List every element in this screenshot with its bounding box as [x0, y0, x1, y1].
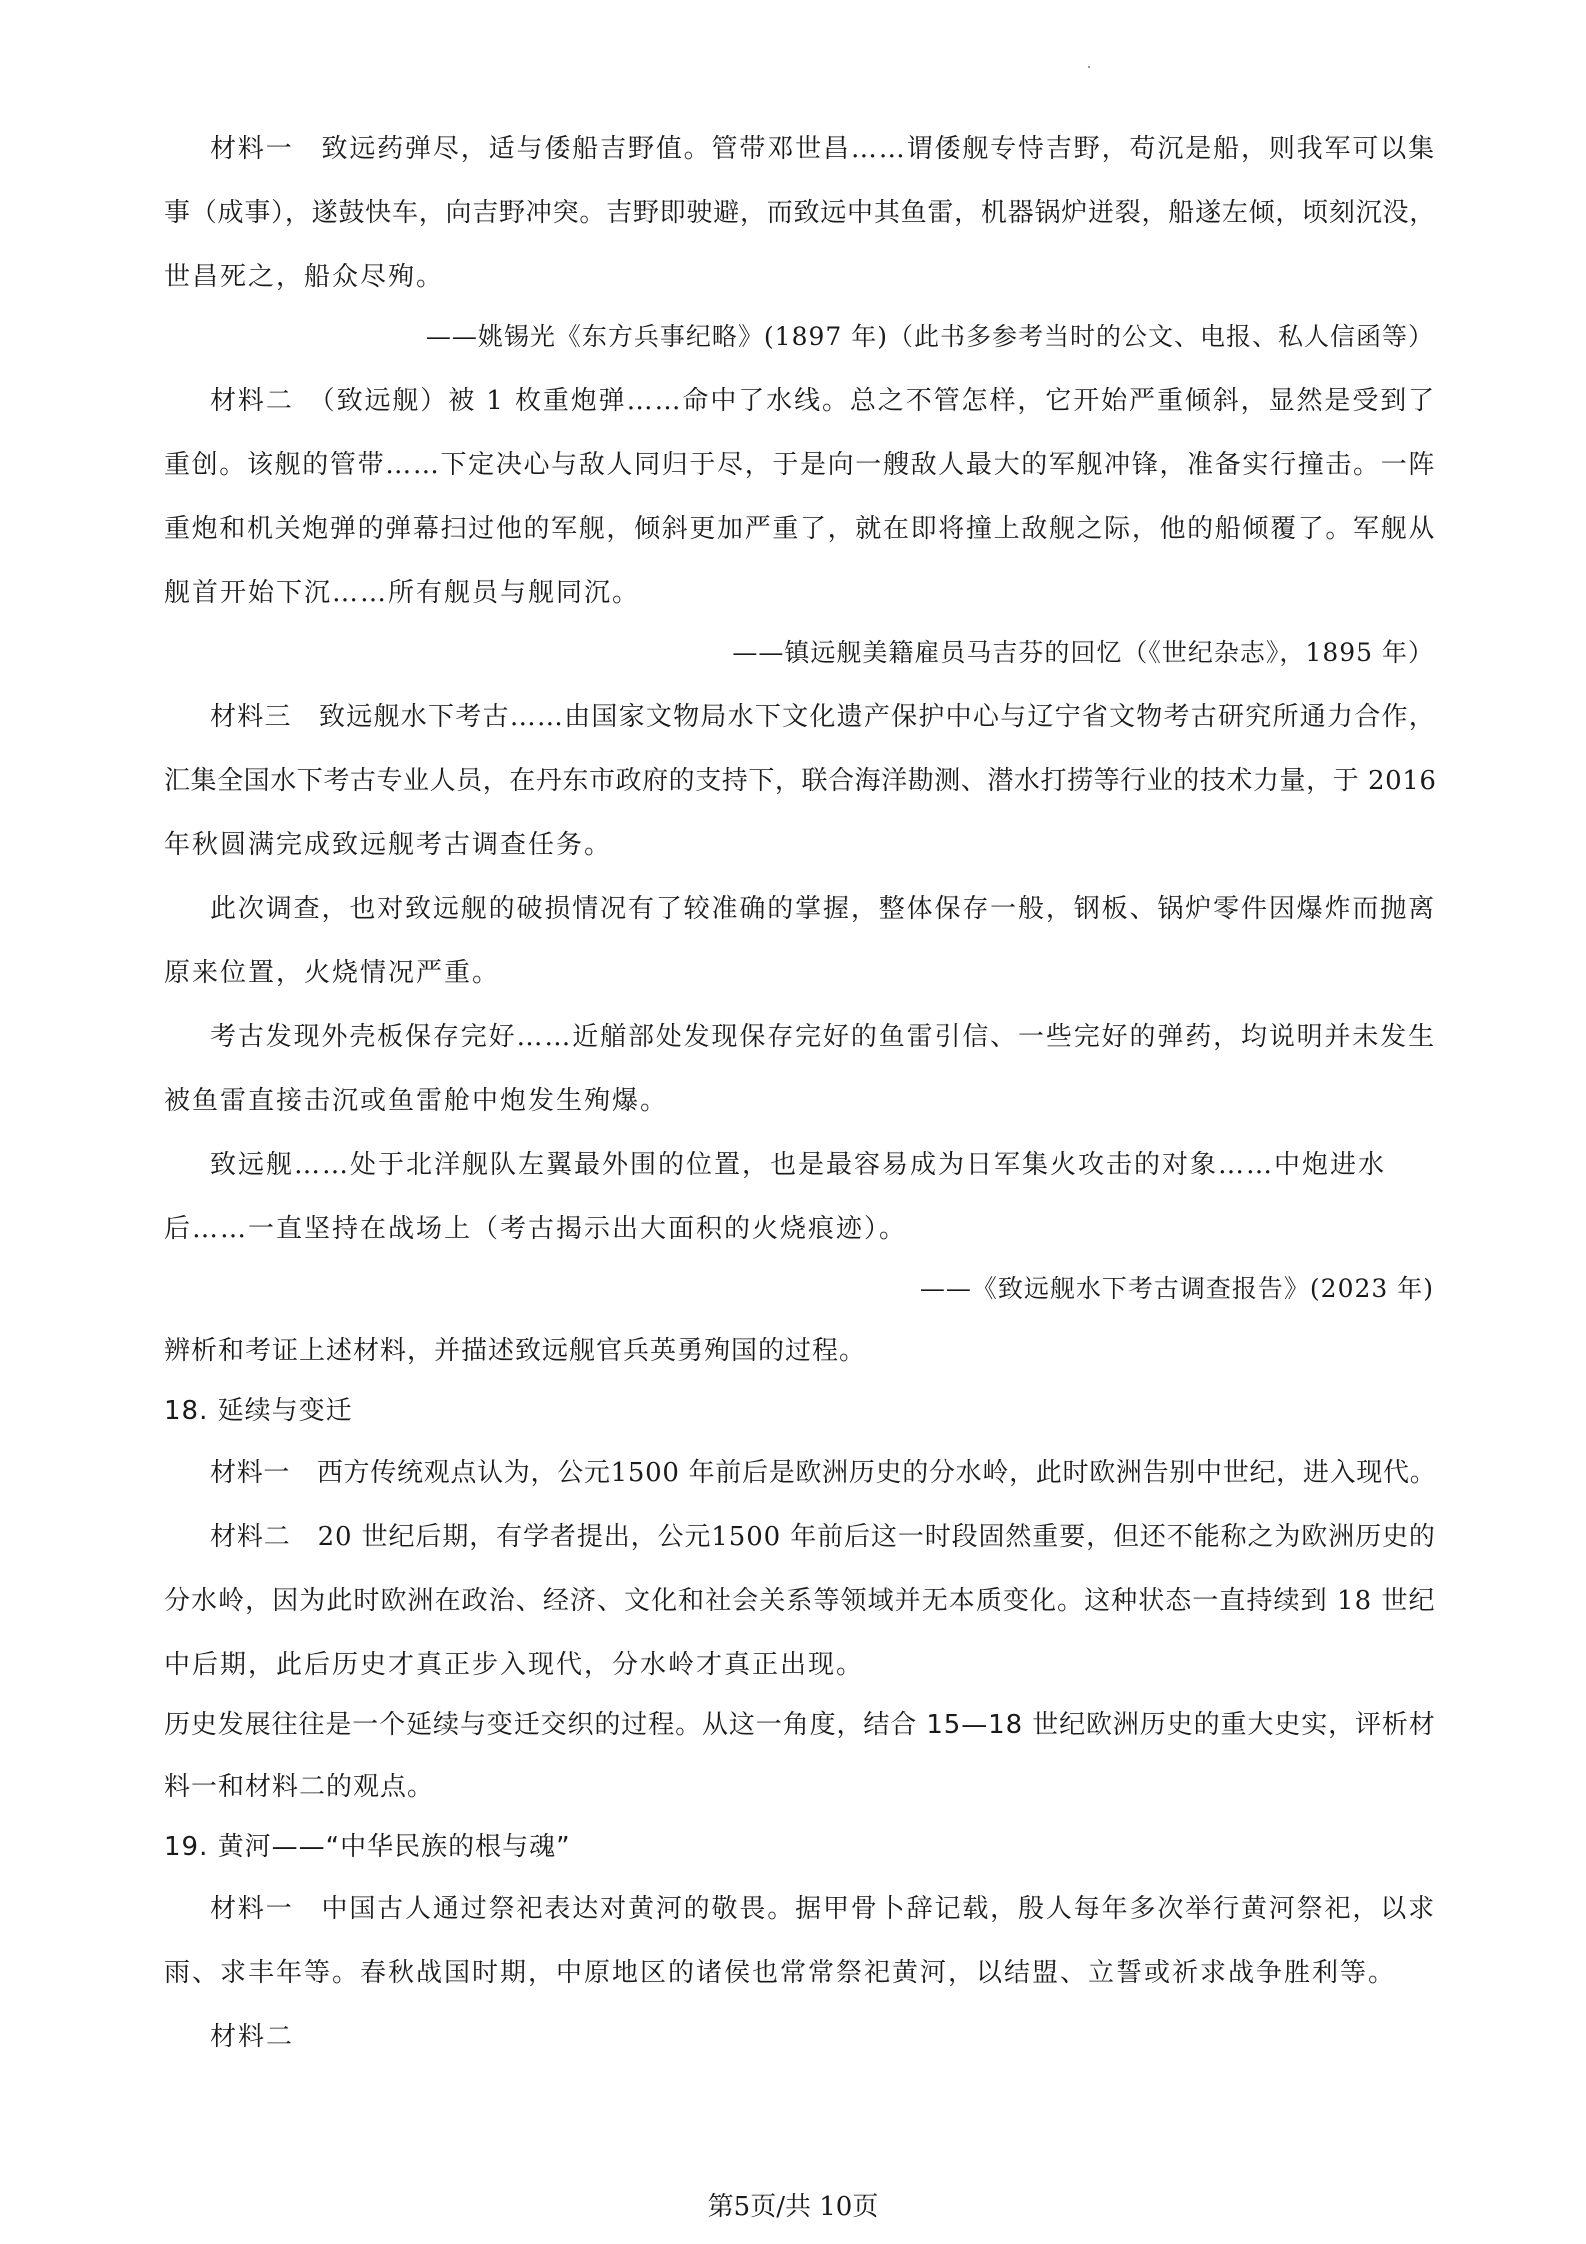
- q19-title: 19. 黄河——“中华民族的根与魂”: [164, 1832, 571, 1862]
- q17-material3-p3-line2: 被鱼雷直接击沉或鱼雷舱中炮发生殉爆。: [164, 1086, 669, 1116]
- q19-material1-line1: 材料一 中国古人通过祭祀表达对黄河的敬畏。据甲骨卜辞记载，殷人每年多次举行黄河祭祀，以求: [210, 1894, 1437, 1924]
- q17-material3-line2: 汇集全国水下考古专业人员，在丹东市政府的支持下，联合海洋勘测、潜水打捞等行业的技术力量，于 2016: [164, 766, 1437, 796]
- q17-material2-line2: 重创。该舰的管带……下定决心与敌人同归于尽，于是向一艘敌人最大的军舰冲锋，准备实行撞击。一阵: [164, 450, 1437, 480]
- q17-material1-line3: 世昌死之，船众尽殉。: [164, 262, 445, 292]
- page-number: 第5页/共 10页: [707, 2192, 879, 2222]
- q17-material1-line2: 事（成事），遂鼓快车，向吉野冲突。吉野即驶避，而致远中其鱼雷，机器锅炉迸裂，船遂左倾，顷刻沉没，: [164, 198, 1437, 228]
- q17-material1-line1: 材料一 致远药弹尽，适与倭船吉野值。管带邓世昌……谓倭舰专恃吉野，苟沉是船，则我军可以集: [210, 134, 1437, 164]
- q17-material1-source: ——姚锡光《东方兵事纪略》(1897 年)（此书多参考当时的公文、电报、私人信函等）: [425, 322, 1434, 351]
- scan-speck: [1088, 66, 1090, 68]
- q18-task-line1: 历史发展往往是一个延续与变迁交织的过程。从这一角度，结合 15—18 世纪欧洲历史的重大史实，评析材: [164, 1710, 1436, 1740]
- q18-material2-line3: 中后期，此后历史才真正步入现代，分水岭才真正出现。: [164, 1650, 865, 1680]
- q17-material3-line1: 材料三 致远舰水下考古……由国家文物局水下文化遗产保护中心与辽宁省文物考古研究所通力合作，: [210, 702, 1437, 732]
- q17-material2-source: ——镇远舰美籍雇员马吉芬的回忆（《世纪杂志》，1895 年）: [732, 638, 1434, 667]
- q17-material2-line3: 重炮和机关炮弹的弹幕扫过他的军舰，倾斜更加严重了，就在即将撞上敌舰之际，他的船倾覆了。军舰从: [164, 514, 1437, 544]
- q17-material3-p2-line1: 此次调查，也对致远舰的破损情况有了较准确的掌握，整体保存一般，钢板、锅炉零件因爆炸而抛离: [210, 894, 1437, 924]
- q17-material2-line4: 舰首开始下沉……所有舰员与舰同沉。: [164, 578, 641, 608]
- q17-material3-source: ——《致远舰水下考古调查报告》(2023 年): [919, 1274, 1434, 1303]
- q17-material2-line1: 材料二 （致远舰）被 1 枚重炮弹……命中了水线。总之不管怎样，它开始严重倾斜，显然是受到了: [210, 386, 1437, 416]
- q17-task: 辨析和考证上述材料，并描述致远舰官兵英勇殉国的过程。: [164, 1336, 867, 1366]
- q17-material3-p2-line2: 原来位置，火烧情况严重。: [164, 958, 501, 988]
- q18-material1: 材料一 西方传统观点认为，公元1500 年前后是欧洲历史的分水岭，此时欧洲告别中世纪，进入现代。: [210, 1458, 1437, 1488]
- q18-title: 18. 延续与变迁: [164, 1396, 353, 1426]
- q19-material1-line2: 雨、求丰年等。春秋战国时期，中原地区的诸侯也常常祭祀黄河，以结盟、立誓或祈求战争胜利等。: [164, 1958, 1397, 1988]
- q18-material2-line2: 分水岭，因为此时欧洲在政治、经济、文化和社会关系等领域并无本质变化。这种状态一直持续到 18 世纪: [164, 1586, 1436, 1616]
- q17-material3-p4-line1: 致远舰……处于北洋舰队左翼最外围的位置，也是最容易成为日军集火攻击的对象……中炮进水: [210, 1150, 1387, 1180]
- q17-material3-line3: 年秋圆满完成致远舰考古调查任务。: [164, 830, 613, 860]
- q17-material3-p4-line2: 后……一直坚持在战场上（考古揭示出大面积的火烧痕迹）。: [164, 1214, 908, 1244]
- q19-material2-label: 材料二: [210, 2022, 295, 2052]
- q17-material3-p3-line1: 考古发现外壳板保存完好……近艏部处发现保存完好的鱼雷引信、一些完好的弹药，均说明并未发生: [210, 1022, 1437, 1052]
- q18-material2-line1: 材料二 20 世纪后期，有学者提出，公元1500 年前后这一时段固然重要，但还不能称之为欧洲历史的: [210, 1522, 1436, 1552]
- q18-task-line2: 料一和材料二的观点。: [164, 1772, 435, 1802]
